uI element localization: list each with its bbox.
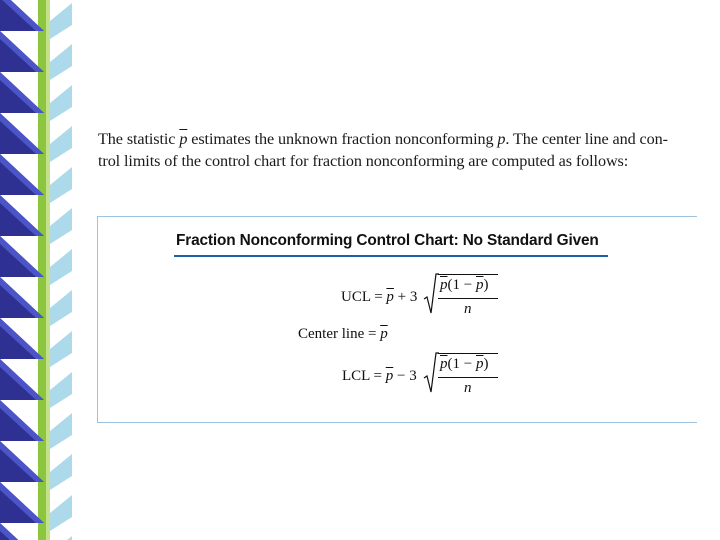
lcl-num-pbar1: $\overline{p}$ [440, 356, 448, 372]
ucl-num-pbar2: $\overline{p}$ [475, 277, 484, 293]
lcl-numerator [440, 356, 488, 373]
center-line-formula [298, 326, 388, 343]
ucl-sqrt-icon [423, 273, 439, 317]
intro-text-4: trol limits of the control chart for fraction nonconforming are computed as follows: [98, 152, 629, 170]
decorative-ribbon [0, 0, 72, 540]
p-symbol: p [497, 130, 506, 148]
ucl-num-close: ) [483, 277, 489, 293]
ucl-label: UCL = [341, 289, 383, 305]
intro-text-1: The statistic [98, 130, 180, 148]
title-underline [174, 255, 608, 257]
ucl-formula [341, 289, 417, 306]
lcl-minus3: − 3 [396, 368, 417, 384]
lcl-num-open: (1 − [447, 356, 476, 372]
center-line-label: Center line = [298, 326, 377, 342]
lcl-pbar: $\overline{p}$ [385, 368, 394, 384]
ucl-pbar: $\overline{p}$ [386, 289, 394, 305]
ucl-fraction-line [438, 298, 498, 299]
p-bar-symbol: $\overline{p}$ [179, 130, 188, 148]
box-title: Fraction Nonconforming Control Chart: No Standard Given [176, 232, 599, 249]
ucl-num-open: (1 − [447, 277, 476, 293]
ucl-numerator [440, 277, 488, 294]
center-pbar: $\overline{p}$ [380, 326, 388, 342]
lcl-sqrt-icon [423, 352, 439, 396]
ucl-denominator: n [464, 301, 472, 317]
ucl-num-pbar1: $\overline{p}$ [440, 277, 448, 293]
ucl-plus3: + 3 [397, 289, 418, 305]
lcl-label: LCL = [342, 368, 382, 384]
intro-text-3: . The center line and con- [505, 130, 668, 148]
ucl-sqrt-bar [438, 274, 498, 275]
lcl-fraction-line [438, 377, 498, 378]
formula-box [97, 216, 697, 423]
intro-text-2: estimates the unknown fraction nonconforming [187, 130, 498, 148]
lcl-sqrt-bar [438, 353, 498, 354]
lcl-num-pbar2: $\overline{p}$ [475, 356, 484, 372]
lcl-denominator: n [464, 380, 472, 396]
intro-paragraph [98, 128, 698, 172]
lcl-formula [342, 368, 417, 385]
lcl-num-close: ) [483, 356, 489, 372]
